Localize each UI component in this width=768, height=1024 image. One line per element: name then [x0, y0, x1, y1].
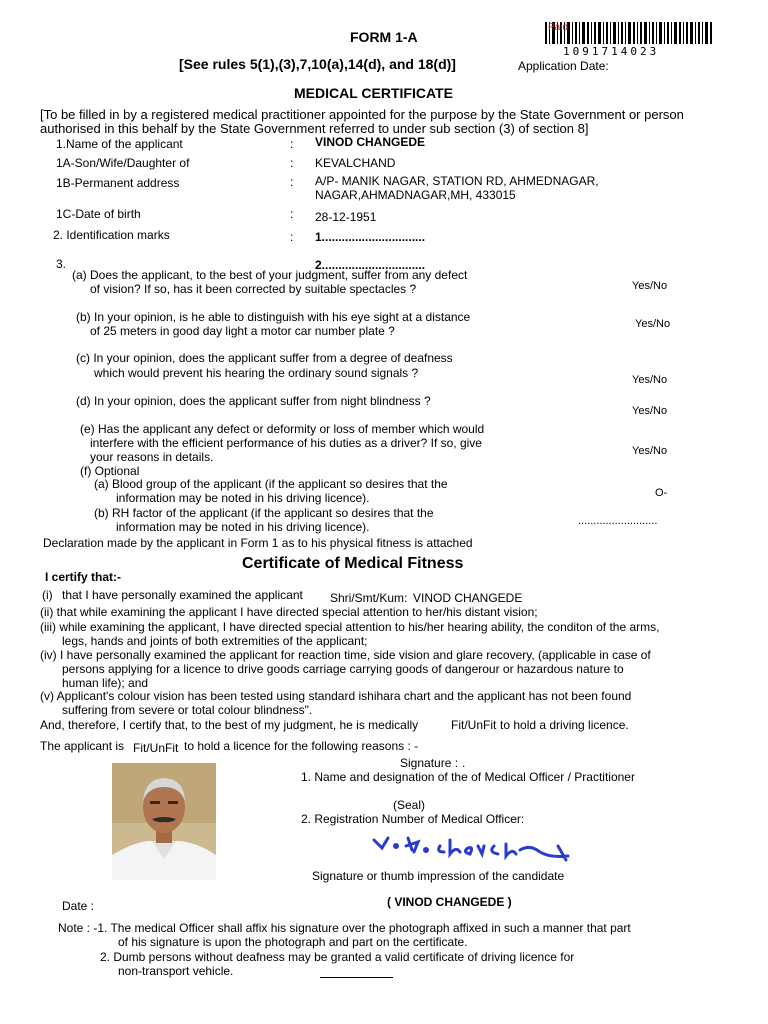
field-colon: : [290, 207, 294, 221]
field-colon: : [290, 175, 294, 189]
form-number: FORM 1-A [350, 29, 418, 45]
candidate-signature-label: Signature or thumb impression of the candidate [312, 869, 565, 883]
signature-dot: . [462, 756, 466, 770]
field-colon: : [290, 137, 294, 151]
seal-label: (Seal) [393, 798, 426, 812]
registration-number-label: 2. Registration Number of Medical Officer: [301, 812, 525, 826]
item-v-line-2: suffering from severe or total colour blindness". [62, 703, 313, 717]
item-i-text: that I have personally examined the applicant [62, 588, 303, 602]
identification-mark-2: 2............................... [315, 258, 426, 272]
field-label-identification: 2. Identification marks [53, 228, 170, 242]
signature-label: Signature : [400, 756, 459, 770]
intro-line-1: [To be filled in by a registered medical practitioner appointed for the purpose by the State Government or person [40, 107, 684, 122]
fitness-title: Certificate of Medical Fitness [242, 555, 464, 572]
question-e-line-1: (e) Has the applicant any defect or deformity or loss of member which would [80, 422, 485, 436]
question-fb-line-2: information may be noted in his driving licence). [116, 520, 370, 534]
question-a-line-2: of vision? If so, has it been corrected by suitable spectacles ? [90, 282, 417, 296]
field-label-address: 1B-Permanent address [56, 176, 180, 190]
item-iv-line-3: human life); and [62, 676, 149, 690]
answer-d: Yes/No [632, 405, 668, 417]
field-value-name: VINOD CHANGEDE [315, 135, 426, 149]
item-v-line-1: (v) Applicant's colour vision has been tested using standard ishihara chart and the applicant has not been found [40, 689, 632, 703]
note-1-line-2: of his signature is upon the photograph and part on the certificate. [118, 935, 468, 949]
note-2-line-2: non-transport vehicle. [118, 964, 234, 978]
item-iv-line-1: (iv) I have personally examined the applicant for reaction time, side vision and glare recovery, (applicable in case of [40, 648, 651, 662]
item-iii-line-1: (iii) while examining the applicant, I have directed special attention to his/her hearing ability, the conditon of the arms, [40, 620, 660, 634]
answer-a: Yes/No [632, 280, 668, 292]
item-iv-line-2: persons applying for a licence to drive goods carriage carrying goods of dangerour or hazardous nature to [62, 662, 624, 676]
answer-b: Yes/No [635, 318, 671, 330]
field-value-address-1: A/P- MANIK NAGAR, STATION RD, AHMEDNAGAR, [315, 174, 599, 188]
field-label-name: 1.Name of the applicant [56, 137, 183, 151]
applicant-photo [112, 763, 216, 880]
item-ii: (ii) that while examining the applicant I have directed special attention to her/his distant vision; [40, 605, 538, 619]
question-fa-line-2: information may be noted in his driving licence). [116, 491, 370, 505]
question-c-line-2: which would prevent his hearing the ordinary sound signals ? [94, 366, 419, 380]
barcode-number: 1091714023 [563, 45, 660, 58]
closing-rule [320, 977, 393, 978]
note-1-line-1: Note : -1. The medical Officer shall affix his signature over the photograph affixed in such a manner that part [58, 921, 631, 935]
intro-line-2: authorised in this behalf by the State Government referred to under sub section (3) of section 8] [40, 121, 589, 136]
rh-factor-value: .......................... [578, 515, 658, 527]
answer-e: Yes/No [632, 445, 668, 457]
therefore-text-1: And, therefore, I certify that, to the best of my judgment, he is medically [40, 718, 419, 732]
candidate-signature-image [370, 832, 580, 867]
question-b-line-1: (b) In your opinion, is he able to distinguish with his eye sight at a distance [76, 310, 471, 324]
item-iii-line-2: legs, hands and joints of both extremities of the applicant; [62, 634, 368, 648]
fit-unfit-2: Fit/UnFit [133, 741, 179, 755]
question-f: (f) Optional [80, 464, 140, 478]
applicant-text-1: The applicant is [40, 739, 125, 753]
declaration-note: Declaration made by the applicant in Form 1 as to his physical fitness is attached [43, 536, 473, 550]
item-i-number: (i) [42, 588, 53, 602]
question-e-line-3: your reasons in details. [90, 450, 214, 464]
blood-group-value: O- [655, 487, 668, 499]
question-fa-line-1: (a) Blood group of the applicant (if the applicant so desires that the [94, 477, 448, 491]
applicant-text-2: to hold a licence for the following reasons : - [184, 739, 419, 753]
candidate-name: ( VINOD CHANGEDE ) [387, 895, 512, 909]
question-d: (d) In your opinion, does the applicant suffer from night blindness ? [76, 394, 431, 408]
certificate-title: MEDICAL CERTIFICATE [294, 85, 453, 101]
application-date-label: Application Date: [518, 59, 609, 73]
item-i-prefix: Shri/Smt/Kum: [330, 591, 408, 605]
field-label-dob: 1C-Date of birth [56, 207, 141, 221]
question-fb-line-1: (b) RH factor of the applicant (if the applicant so desires that the [94, 506, 434, 520]
field-value-address-2: NAGAR,AHMADNAGAR,MH, 433015 [315, 188, 516, 202]
note-2-line-1: 2. Dumb persons without deafness may be granted a valid certificate of driving licence for [100, 950, 575, 964]
officer-name-label: 1. Name and designation of the of Medical Officer / Practitioner [301, 770, 635, 784]
question-b-line-2: of 25 meters in good day light a motor car number plate ? [90, 324, 395, 338]
item-i-name: VINOD CHANGEDE [413, 591, 523, 605]
question-a-line-1: (a) Does the applicant, to the best of your judgment, suffer from any defect [72, 268, 468, 282]
question-c-line-1: (c) In your opinion, does the applicant suffer from a degree of deafness [76, 351, 453, 365]
field-colon: : [290, 156, 294, 170]
question-number: 3. [56, 257, 67, 271]
date-label: Date : [62, 899, 95, 913]
field-colon: : [290, 230, 294, 244]
field-value-dob: 28-12-1951 [315, 210, 377, 224]
certify-heading: I certify that:- [45, 570, 122, 584]
field-label-relation: 1A-Son/Wife/Daughter of [56, 156, 190, 170]
question-e-line-2: interfere with the efficient performance of his duties as a driver? If so, give [90, 436, 482, 450]
rules-reference: [See rules 5(1),(3),7,10(a),14(d), and 18(d)] [179, 56, 456, 72]
answer-c: Yes/No [632, 374, 668, 386]
therefore-text-2: to hold a driving licence. [500, 718, 629, 732]
identification-mark-1: 1............................... [315, 230, 426, 244]
field-value-relation: KEVALCHAND [315, 156, 396, 170]
barcode-stamp: Paid [548, 22, 569, 33]
fit-unfit-1: Fit/UnFit [451, 718, 497, 732]
